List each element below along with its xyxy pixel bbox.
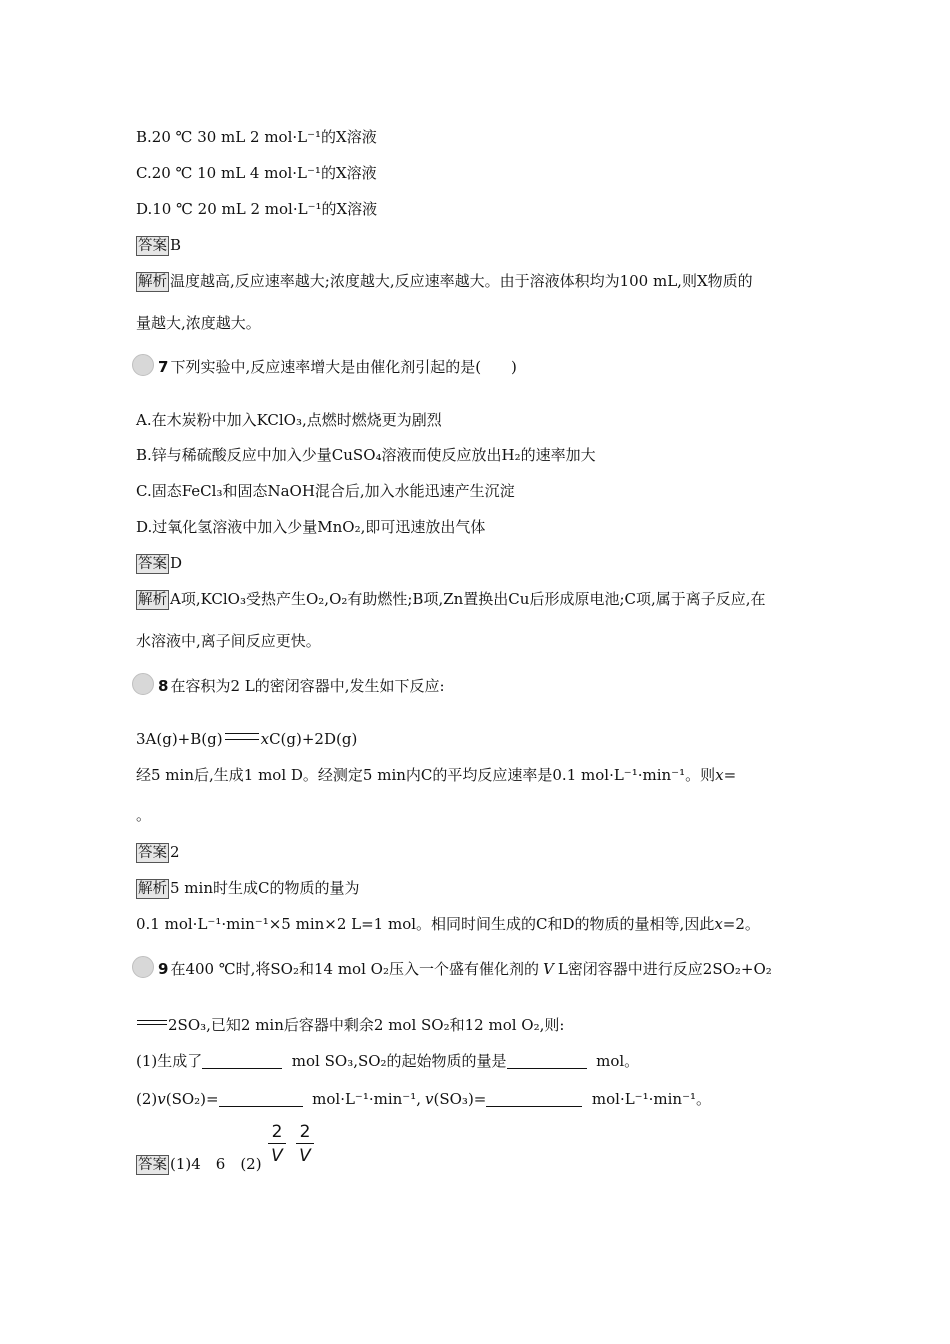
- answer-blank-3[interactable]: [219, 1090, 303, 1107]
- q9-line-2-text: 2SO₃,已知2 min后容器中剩余2 mol SO₂和12 mol O₂,则:: [168, 1016, 565, 1034]
- part-1-text: (1)生成了: [136, 1052, 203, 1070]
- question-bullet-icon: [132, 956, 154, 978]
- q9-line-2: [136, 1014, 564, 1036]
- analysis-text: 温度越高,反应速率越大;浓度越大,反应速率越大。由于溶液体积均为100 mL,则X物质的: [170, 272, 753, 290]
- q7-analysis-line-2: 水溶液中,离子间反应更快。: [136, 632, 321, 650]
- question-number: 8: [158, 677, 169, 695]
- q8-line-2: 。: [136, 806, 152, 824]
- q8-line-1-end: =: [723, 766, 737, 784]
- question-bullet-icon: [132, 673, 154, 695]
- q7-stem: [136, 354, 517, 378]
- fraction-1-numerator: 2: [268, 1121, 286, 1144]
- question-bullet-icon: [132, 354, 154, 376]
- q6-analysis-line-2: 量越大,浓度越大。: [136, 314, 261, 332]
- answer-tag: 答案: [138, 238, 167, 254]
- part-2-label: (2): [136, 1090, 158, 1108]
- question-number: 9: [158, 960, 169, 978]
- q7-option-c: C.固态FeCl₃和固态NaOH混合后,加入水能迅速产生沉淀: [136, 482, 515, 500]
- part-2-unit-1: mol·L⁻¹·min⁻¹,: [312, 1090, 422, 1108]
- analysis-tag: 解析: [138, 881, 167, 897]
- analysis-tag: 解析: [138, 592, 167, 608]
- answer-blank-2[interactable]: [507, 1052, 587, 1069]
- q6-option-b: B.20 ℃ 30 mL 2 mol·L⁻¹的X溶液: [136, 128, 377, 146]
- part-2-v1: v: [157, 1090, 166, 1108]
- equals-arrow-icon: [225, 733, 259, 740]
- q9-answer: [136, 1153, 262, 1175]
- q7-answer: [136, 552, 182, 574]
- part-2-v2: v: [425, 1090, 434, 1108]
- reversible-arrow-icon: [137, 1018, 167, 1028]
- q6-option-c: C.20 ℃ 10 mL 4 mol·L⁻¹的X溶液: [136, 164, 377, 182]
- analysis-x: x: [714, 915, 723, 933]
- answer-tag: 答案: [138, 1157, 167, 1173]
- equation-left: 3A(g)+B(g): [136, 730, 223, 748]
- q7-analysis-line-1: [136, 588, 766, 610]
- q6-option-d: D.10 ℃ 20 mL 2 mol·L⁻¹的X溶液: [136, 200, 378, 218]
- part-2-so3: (SO₃)=: [433, 1090, 487, 1108]
- fraction-2-numerator: 2: [296, 1121, 314, 1144]
- q7-option-a: A.在木炭粉中加入KClO₃,点燃时燃烧更为剧烈: [136, 411, 442, 429]
- q8-analysis-line-2: [136, 913, 760, 935]
- q6-analysis-line-1: [136, 270, 753, 292]
- q7-option-d: D.过氧化氢溶液中加入少量MnO₂,即可迅速放出气体: [136, 518, 486, 536]
- question-text: 在容积为2 L的密闭容器中,发生如下反应:: [170, 677, 445, 695]
- q8-equation: [136, 728, 357, 750]
- q8-line-1-text: 经5 min后,生成1 mol D。经测定5 min内C的平均反应速率是0.1 mol·L⁻¹·min⁻¹。则: [136, 766, 716, 784]
- answer-blank-4[interactable]: [486, 1090, 582, 1107]
- q8-line-1: [136, 764, 736, 786]
- question-text: 下列实验中,反应速率增大是由催化剂引起的是( ): [170, 358, 517, 376]
- fraction-1: [268, 1121, 286, 1168]
- q9-part-1: [136, 1050, 639, 1072]
- part-2-unit-2: mol·L⁻¹·min⁻¹。: [591, 1090, 711, 1108]
- q9-stem: [136, 956, 772, 980]
- q8-stem: [136, 673, 445, 697]
- analysis-text: 5 min时生成C的物质的量为: [170, 879, 360, 897]
- analysis-tag: 解析: [138, 274, 167, 290]
- answer-blank-1[interactable]: [202, 1052, 282, 1069]
- fraction-1-denominator: V: [271, 1146, 283, 1166]
- q8-analysis-line-1: [136, 877, 359, 899]
- fraction-2-denominator: V: [299, 1146, 311, 1166]
- q8-answer: [136, 841, 180, 863]
- part-1-text-mid: mol SO₃,SO₂的起始物质的量是: [291, 1052, 507, 1070]
- answer-text: D: [170, 554, 183, 572]
- question-number: 7: [158, 358, 169, 376]
- answer-text: (1)4 6 (2): [170, 1155, 262, 1173]
- analysis-text: 0.1 mol·L⁻¹·min⁻¹×5 min×2 L=1 mol。相同时间生成的C和D的物质的量相等,因此: [136, 915, 715, 933]
- q8-line-1-x: x: [715, 766, 724, 784]
- answer-tag: 答案: [138, 845, 167, 861]
- question-text-end: L密闭容器中进行反应2SO₂+O₂: [557, 960, 772, 978]
- question-text: 在400 ℃时,将SO₂和14 mol O₂压入一个盛有催化剂的: [170, 960, 539, 978]
- analysis-end: =2。: [722, 915, 760, 933]
- answer-text: 2: [170, 843, 180, 861]
- q6-answer: [136, 234, 181, 256]
- question-v: V: [542, 960, 554, 978]
- analysis-text: A项,KClO₃受热产生O₂,O₂有助燃性;B项,Zn置换出Cu后形成原电池;C项,属于离子反应,在: [170, 590, 766, 608]
- part-2-so2: (SO₂)=: [165, 1090, 219, 1108]
- q9-part-2: [136, 1088, 711, 1110]
- q7-option-b: B.锌与稀硫酸反应中加入少量CuSO₄溶液而使反应放出H₂的速率加大: [136, 446, 596, 464]
- fraction-2: [296, 1121, 314, 1168]
- part-1-text-end: mol。: [596, 1052, 640, 1070]
- answer-text: B: [170, 236, 182, 254]
- equation-right: C(g)+2D(g): [269, 730, 358, 748]
- equation-x: x: [260, 730, 270, 748]
- answer-tag: 答案: [138, 556, 167, 572]
